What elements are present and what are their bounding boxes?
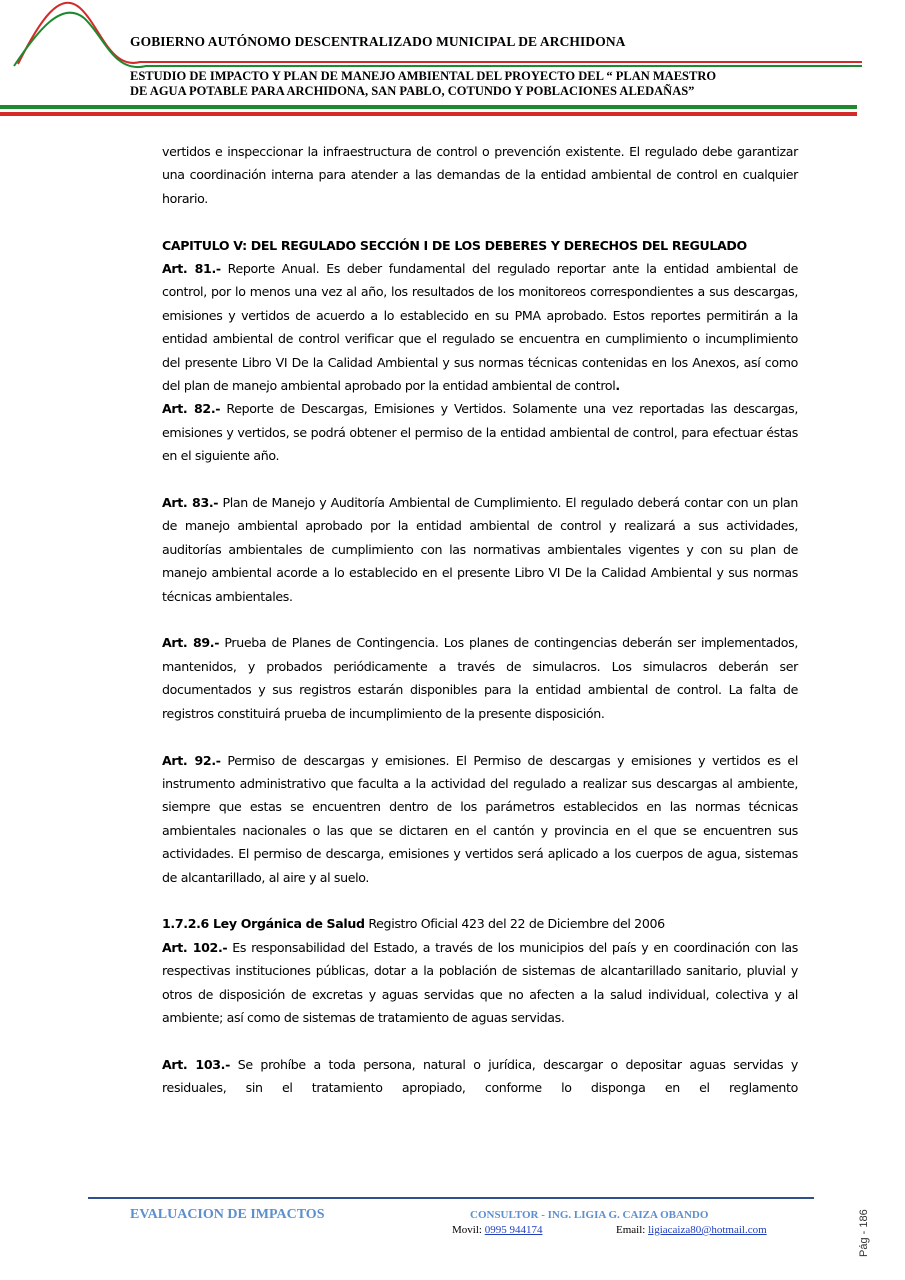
footer-contact xyxy=(452,1224,767,1236)
header-stripe-white xyxy=(0,109,857,112)
article-81-label: Art. 81.- xyxy=(162,261,221,277)
law-heading xyxy=(162,912,798,935)
article-102 xyxy=(162,936,798,1030)
article-102-text: Es responsabilidad del Estado, a través de los municipios del país y en coordinación con las respectivas instituciones públicas, dotar a la población de sistemas de alcantarillado sanitario, pluvial y otros de disposición de excretas y aguas servidas que no afecten a la salud individual, colectiva y al ambiente; así como de sistemas de tratamiento de aguas servidas. xyxy=(162,939,798,1025)
footer-consultor: CONSULTOR - ING. LIGIA G. CAIZA OBANDO xyxy=(470,1209,709,1221)
intro-paragraph: vertidos e inspeccionar la infraestructura de control o prevención existente. El regulado debe garantizar una coordinación interna para atender a las demandas de la entidad ambiental de control en cualquier horario. xyxy=(162,144,798,206)
header-stripe-green xyxy=(0,105,857,109)
law-text: Registro Oficial 423 del 22 de Diciembre del 2006 xyxy=(364,916,665,932)
movil-label: Movil: xyxy=(452,1224,485,1236)
header-subtitle-line2: DE AGUA POTABLE PARA ARCHIDONA, SAN PABLO, COTUNDO Y POBLACIONES ALEDAÑAS” xyxy=(130,83,695,98)
article-81 xyxy=(162,257,798,397)
article-103-label: Art. 103.- xyxy=(162,1056,230,1072)
article-83-text: Plan de Manejo y Auditoría Ambiental de Cumplimiento. El regulado deberá contar con un plan de manejo ambiental aprobado por la entidad ambiental de control y realizará a sus actividades, auditorías ambientales de cumplimiento con las normativas ambientales vigentes y con su plan de manejo ambiental acorde a lo establecido en el presente Libro VI De la Calidad Ambiental y sus normas técnicas ambientales. xyxy=(162,495,798,604)
article-81-end: . xyxy=(615,378,620,394)
header-subtitle-line1: ESTUDIO DE IMPACTO Y PLAN DE MANEJO AMBIENTAL DEL PROYECTO DEL “ PLAN MAESTRO xyxy=(130,69,717,83)
article-92-label: Art. 92.- xyxy=(162,752,221,768)
article-82 xyxy=(162,397,798,467)
article-81-text: Reporte Anual. Es deber fundamental del regulado reportar ante la entidad ambiental de control, por lo menos una vez al año, los resultados de los monitoreos correspondientes a sus descargas, emisiones y vertidos de acuerdo a lo establecido en su PMA aprobado. Estos reportes permitirán a la entidad ambiental de control verificar que el regulado se encuentra en cumplimiento o incumplimiento del presente Libro VI De la Calidad Ambiental y sus normas técnicas contenidas en los Anexos, así como del plan de manejo ambiental aprobado por la entidad ambiental de control xyxy=(162,261,798,394)
email-label: Email: xyxy=(616,1224,649,1236)
article-89-text: Prueba de Planes de Contingencia. Los planes de contingencias deberán ser implementados, mantenidos, y probados periódicamente a través de simulacros. Los simulacros deberán ser documentados y sus registros estarán disponibles para la entidad ambiental de control. La falta de registros constituirá prueba de incumplimiento de la presente disposición. xyxy=(162,635,798,721)
document-body xyxy=(162,140,798,1100)
footer-section-title: EVALUACION DE IMPACTOS xyxy=(130,1207,325,1222)
article-92 xyxy=(162,749,798,889)
header-stripe-red xyxy=(0,112,857,116)
article-89 xyxy=(162,631,798,725)
article-82-label: Art. 82.- xyxy=(162,401,221,417)
article-82-text: Reporte de Descargas, Emisiones y Vertidos. Solamente una vez reportadas las descargas, emisiones y vertidos, se podrá obtener el permiso de la entidad ambiental de control, para efectuar éstas en el siguiente año. xyxy=(162,401,798,464)
email-link[interactable]: ligiacaiza80@hotmail.com xyxy=(648,1224,767,1236)
article-102-label: Art. 102.- xyxy=(162,939,228,955)
article-92-text: Permiso de descargas y emisiones. El Permiso de descargas y emisiones y vertidos es el instrumento administrativo que faculta a la actividad del regulado a realizar sus descargas al ambiente, siempre que estas se encuentren dentro de los parámetros establecidos en las normas técnicas ambientales nacionales o las que se dictaren en el cantón y provincia en el que se encuentren sus actividades. El permiso de descarga, emisiones y vertidos será aplicado a los cuerpos de agua, sistemas de alcantarillado, al aire y al suelo. xyxy=(162,752,798,885)
article-83-label: Art. 83.- xyxy=(162,495,219,511)
email-block xyxy=(616,1224,767,1236)
article-103-text: Se prohíbe a toda persona, natural o jurídica, descargar o depositar aguas servidas y residuales, sin el tratamiento apropiado, conforme lo disponga en el reglamento xyxy=(162,1056,798,1096)
header-logo-graphic xyxy=(0,0,905,120)
article-83 xyxy=(162,491,798,608)
article-103 xyxy=(162,1053,798,1100)
header-title: GOBIERNO AUTÓNOMO DESCENTRALIZADO MUNICIPAL DE ARCHIDONA xyxy=(130,34,626,49)
chapter-heading: CAPITULO V: DEL REGULADO SECCIÓN I DE LOS DEBERES Y DERECHOS DEL REGULADO xyxy=(162,237,747,253)
header-subtitle xyxy=(130,69,850,98)
footer-divider xyxy=(88,1197,814,1199)
movil-link[interactable]: 0995 944174 xyxy=(484,1224,543,1236)
law-label: 1.7.2.6 Ley Orgánica de Salud xyxy=(162,916,365,932)
page-number: Pág - 186 xyxy=(858,1209,870,1257)
article-89-label: Art. 89.- xyxy=(162,635,220,651)
